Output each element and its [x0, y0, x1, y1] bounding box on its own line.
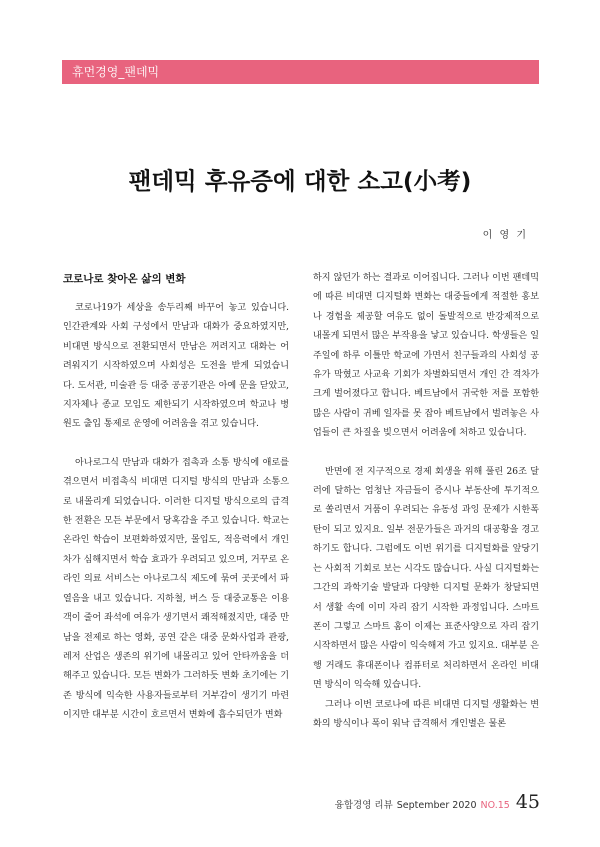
author-name: 이 영 기	[482, 230, 528, 241]
issue-month: September 2020	[396, 800, 477, 811]
page-number: 45	[515, 791, 540, 813]
left-column	[63, 271, 289, 726]
journal-name: 융합경영 리뷰	[334, 800, 393, 811]
issue-number: NO.15	[480, 800, 510, 811]
right-column	[313, 269, 539, 734]
paragraph: 반면에 전 지구적으로 경제 회생을 위해 풀린 26조 달러에 달하는 엄청난 자금들이 증시나 부동산에 투기적으로 쏠리면서 거품이 우려되는 유동성 과잉 문제가 시한폭탄이 되고 있지요. 일부 전문가들은 과거의 대공황을 경고하기도 합니다. 그럼에도 이번 위기를 디지털화를 앞당기는 사회적 기회로 보는 시각도 많습니다. 사실 디지털화는 그간의 과학기술 발달과 다양한 디지털 문화가 창달되면서 생활 속에 이미 자리 잡기 시작한 과정입니다. 스마트폰이 그렇고 스마트 홈이 이제는 표준사양으로 자리 잡기 시작하면서 많은 사람이 익숙해져 가고 있지요. 대부분 은행 거래도 휴대폰이나 컴퓨터로 처리하면서 온라인 비대면 방식이 익숙해 있습니다.	[313, 466, 539, 691]
section-subheading: 코로나로 찾아온 삶의 변화	[63, 273, 186, 285]
paragraph: 코로나19가 세상을 송두리째 바꾸어 놓고 있습니다. 인간관계와 사회 구성에서 만남과 대화가 중요하였지만, 비대면 방식으로 전환되면서 만남은 꺼려지고 대화는 어려워지기 시작하였으며 사회성은 도전을 받게 되었습니다. 도서관, 미술관 등 대중 공공기관은 아예 문을 닫았고, 지자체나 종교 모임도 제한되기 시작하였으며 학교나 병원도 출입 통제로 운영에 어려움을 겪고 있습니다.	[63, 303, 289, 430]
paragraph: 아나로그식 만남과 대화가 접촉과 소통 방식에 애로를 겪으면서 비접촉식 비대면 디지털 방식의 만남과 소통으로 내몰리게 되었습니다. 이러한 디지털 방식으로의 급격한 전환은 모든 부문에서 당혹감을 주고 있습니다. 학교는 온라인 학습이 보편화하였지만, 몰입도, 적응력에서 개인차가 심해지면서 학습 효과가 우려되고 있으며, 거꾸로 온라인 의료 서비스는 아나로그식 제도에 묶여 곳곳에서 파열음을 내고 있습니다. 지하철, 버스 등 대중교통은 이용객이 줄어 좌석에 여유가 생기면서 쾌적해졌지만, 대중 만남을 전제로 하는 영화, 공연 같은 대중 문화사업과 관광, 레저 산업은 생존의 위기에 내몰리고 있어 안타까움을 더해주고 있습니다. 모든 변화가 그러하듯 변화 초기에는 기존 방식에 익숙한 사용자들로부터 거부감이 생기기 마련이지만 대부분 시간이 흐르면서 변화에 흡수되던가 변화	[63, 457, 289, 721]
page-footer	[335, 791, 540, 813]
article-title: 팬데믹 후유증에 대한 소고(小考)	[128, 166, 472, 195]
section-banner: 휴먼경영_팬데믹	[62, 60, 539, 84]
paragraph: 그러나 이번 코로나에 따른 비대면 디지털 생활화는 변화의 방식이나 폭이 워낙 급격해서 개인별은 물론	[313, 699, 539, 729]
paragraph: 하지 않던가 하는 결과로 이어집니다. 그러나 이번 팬데믹에 따른 비대면 디지털화 변화는 대중들에게 적절한 홍보나 경험을 제공할 여유도 없이 돌발적으로 반강제적으로 내몰게 되면서 많은 부작용을 낳고 있습니다. 학생들은 일주일에 하루 이틀만 학교에 가면서 친구들과의 사회성 공유가 막혔고 사교육 기회가 차별화되면서 개인 간 격차가 크게 벌어졌다고 합니다. 베트남에서 귀국한 저를 포함한 많은 사람이 귀베 일자를 못 잡아 베트남에서 벌려놓은 사업들이 큰 차질을 빚으면서 어려움에 처하고 있습니다.	[313, 273, 539, 439]
